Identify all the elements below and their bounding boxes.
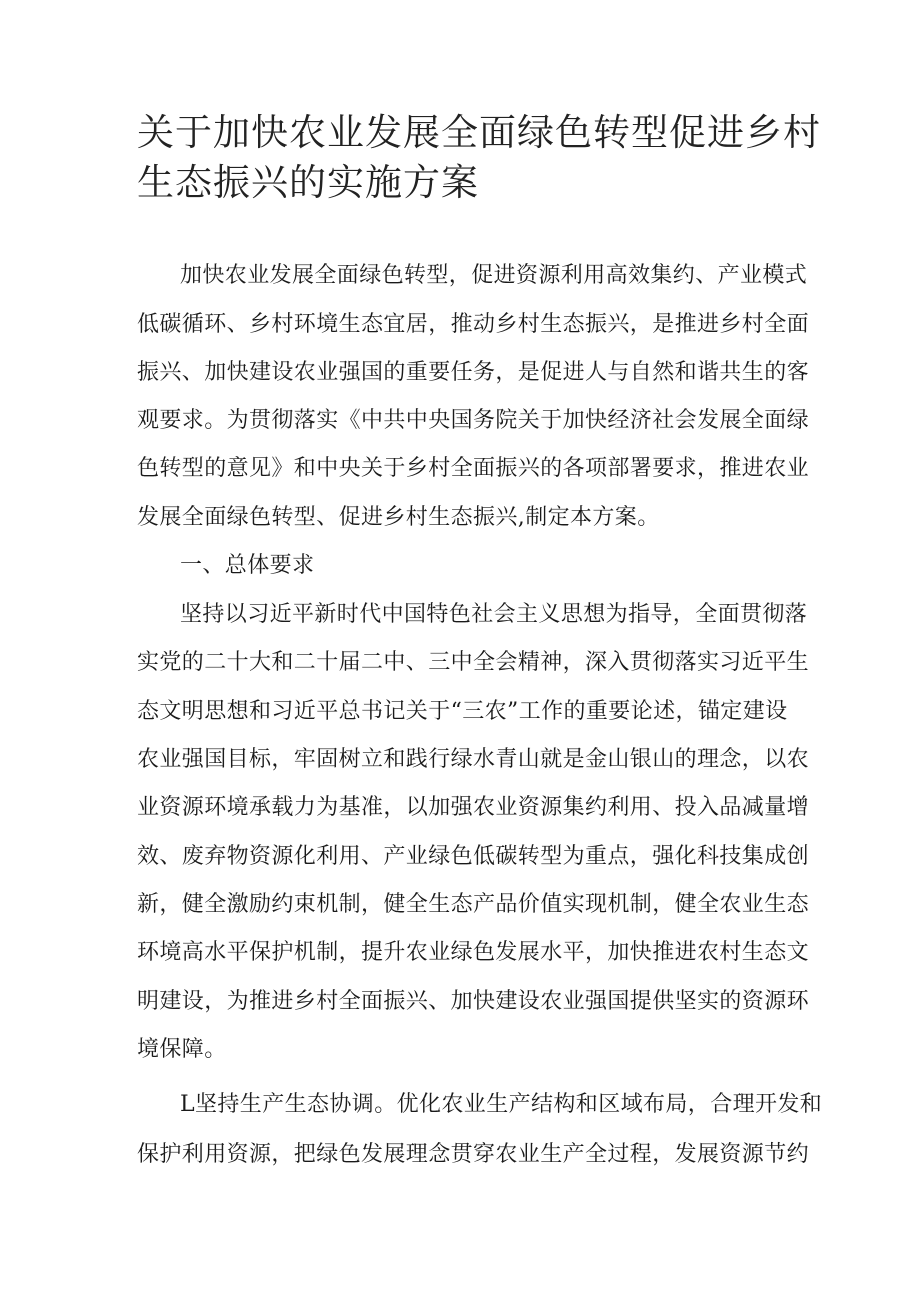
document-title-line-1: 关于加快农业发展全面绿色转型促进乡村: [137, 111, 821, 154]
paragraph-2-line: 新，健全激励约束机制，健全生态产品价值实现机制，健全农业生态: [137, 892, 810, 917]
paragraph-2-line: 态文明思想和习近平总书记关于“三农”工作的重要论述，锚定建设: [137, 699, 788, 724]
paragraph-2-line: 坚持以习近平新时代中国特色社会主义思想为指导，全面贯彻落: [180, 602, 808, 627]
paragraph-2-line: 实党的二十大和二十届二中、三中全会精神，深入贯彻落实习近平生: [137, 650, 810, 675]
paragraph-1-line: 低碳循环、乡村环境生态宜居，推动乡村生态振兴，是推进乡村全面: [137, 312, 810, 337]
paragraph-2-line: 环境高水平保护机制，提升农业绿色发展水平，加快推进农村生态文: [137, 940, 810, 965]
section-heading: 一、总体要求: [180, 553, 315, 578]
paragraph-1-line: 加快农业发展全面绿色转型，促进资源利用高效集约、产业模式: [180, 263, 808, 288]
paragraph-1-line: 振兴、加快建设农业强国的重要任务，是促进人与自然和谐共生的客: [137, 360, 810, 385]
paragraph-1-line: 色转型的意见》和中央关于乡村全面振兴的各项部署要求，推进农业: [137, 456, 810, 481]
document-title-line-2: 生态振兴的实施方案: [137, 161, 479, 204]
paragraph-3-line: 保护利用资源，把绿色发展理念贯穿农业生产全过程，发展资源节约: [137, 1142, 810, 1167]
paragraph-2-line: 农业强国目标，牢固树立和践行绿水青山就是金山银山的理念，以农: [137, 747, 810, 772]
paragraph-2-line: 效、废弃物资源化利用、产业绿色低碳转型为重点，强化科技集成创: [137, 844, 810, 869]
paragraph-2-line: 业资源环境承载力为基准，以加强农业资源集约利用、投入品减量增: [137, 795, 810, 820]
paragraph-1-line: 观要求。为贯彻落实《中共中央国务院关于加快经济社会发展全面绿: [137, 408, 810, 433]
paragraph-2-line: 明建设，为推进乡村全面振兴、加快建设农业强国提供坚实的资源环: [137, 989, 810, 1014]
paragraph-2-line: 境保障。: [137, 1037, 227, 1062]
paragraph-1-line: 发展全面绿色转型、促进乡村生态振兴,制定本方案。: [137, 505, 660, 530]
paragraph-3-line: L坚持生产生态协调。优化农业生产结构和区域布局，合理开发和: [180, 1092, 823, 1117]
